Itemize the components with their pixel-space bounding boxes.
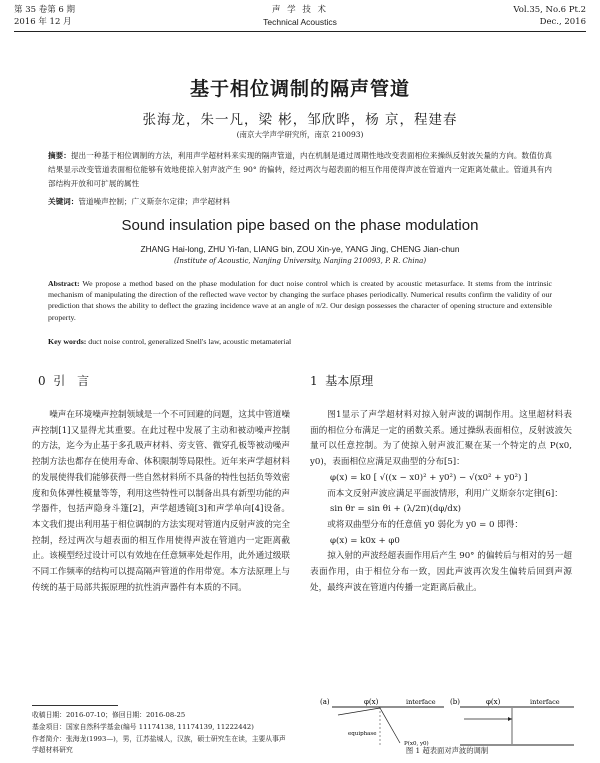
keywords-cn-label: 关键词：: [48, 197, 79, 206]
running-header: [14, 4, 586, 30]
date-cn: 2016 年 12 月: [14, 17, 72, 27]
section-0-number: 0: [38, 374, 46, 388]
authors-cn: 张海龙，朱一凡，梁 彬，邹欣晔，杨 京，程建春: [142, 112, 458, 128]
figure-phi-a: φ(x): [364, 698, 379, 706]
abstract-cn-text: 提出一种基于相位调制的方法，利用声学超材料来实现的隔声管道，内在机制是通过周期性地改变表面相位来操纵反射波矢量的方向。数值仿真结果显示改变管道表面相位能够有效地使掠入射声波产生 90° 的偏转，经过两次与超表面的相互作用使得声波在管道内一定距离处截止。管道具有内部结构开放和可扩展的属性: [48, 151, 553, 188]
authors-en: ZHANG Hai-long, ZHU Yi-fan, LIANG bin, ZOU Xin-ye, YANG Jing, CHENG Jian-chun: [140, 244, 460, 254]
footnote-author: 作者简介：张海龙(1993—)，男，江苏盐城人，汉族，硕士研究生在读，主要从事声学超材料研究: [32, 734, 286, 755]
keywords-cn-text: 管道噪声控制；广义斯奈尔定律；声学超材料: [78, 197, 231, 206]
equation-3: φ(x) = k0x + φ0: [330, 535, 400, 546]
affiliation-en: (Institute of Acoustic, Nanjing University, Nanjing 210093, P. R. China): [173, 257, 427, 265]
figure-caption: 图 1 超表面对声波的调制: [405, 746, 489, 755]
principle-p1: 图1显示了声学超材料对掠入射声波的调制作用。这里超材料表面的相位分布满足一定的函数关系。通过操纵表面相位，反射波波矢量可以任意控制。为了使掠入射声波汇聚在某一个特定的点 P(x0, y0)，表面相位应满足双曲型的分布[5]：: [310, 410, 572, 468]
reflected-ray-a: [380, 708, 400, 743]
section-1-heading: [310, 372, 373, 389]
incident-ray-a: [338, 708, 380, 715]
affiliation-cn: (南京大学声学研究所，南京 210093): [236, 130, 364, 139]
principle-p4: 掠入射的声波经超表面作用后产生 90° 的偏转后与相对的另一超表面作用，由于相位分布一致，因此声波再次发生偏转后回到声源处，最终声波在管道内传播一定距离后截止。: [310, 551, 572, 593]
principle-p3: 或将双曲型分布的任意值 y0 弱化为 y0 = 0 即得：: [327, 519, 523, 530]
header-center: [14, 4, 586, 28]
section-0-heading: [38, 372, 93, 389]
section-1-number: 1: [310, 374, 318, 388]
abstract-en: [48, 278, 552, 323]
journal-cn: 声 学 技 术: [271, 5, 329, 15]
figure-interface-b: interface: [530, 698, 560, 706]
footnotes: [32, 710, 292, 757]
figure-label-a: (a): [320, 698, 330, 706]
equation-1: φ(x) = k0 [ √((x − x0)² + y0²) − √(x0² + y0²) ]: [330, 472, 528, 483]
keywords-en-label: Key words:: [48, 337, 87, 346]
paper-title-en: Sound insulation pipe based on the phase modulation: [121, 217, 479, 234]
keywords-en: [48, 337, 552, 346]
abstract-en-label: Abstract:: [48, 279, 80, 288]
journal-en: Technical Acoustics: [263, 17, 337, 27]
figure-phi-b: φ(x): [486, 698, 501, 706]
header-right: [513, 4, 586, 28]
figure-equiphase: equiphase: [348, 731, 377, 737]
keywords-cn: [48, 196, 552, 207]
header-rule: [14, 31, 586, 32]
left-column: [32, 408, 290, 596]
figure-label-b: (b): [450, 698, 460, 706]
keywords-en-text: duct noise control, generalized Snell's law, acoustic metamaterial: [88, 337, 292, 346]
figure-point: P(x0, y0): [404, 741, 429, 747]
footnote-received: 收稿日期：2016-07-10；修回日期：2016-08-25: [32, 711, 186, 719]
paper-title-cn: 基于相位调制的隔声管道: [189, 78, 410, 100]
section-0-title: 引 言: [53, 374, 94, 388]
footnote-rule: [32, 705, 118, 706]
abstract-cn: [48, 149, 552, 191]
footnote-fund: 基金项目：国家自然科学基金(编号 11174138, 11174139, 11222442): [32, 722, 254, 731]
section-1-title: 基本原理: [325, 374, 374, 388]
arrowhead-b: [508, 717, 512, 721]
figure-1: [318, 695, 576, 749]
abstract-en-text: We propose a method based on the phase modulation for duct noise control which is created by acoustic metasurface. It stems from the intrinsic mechanism of manipulating the direction of the reflected wave vector by changing the surface phases periodically. Numerical results confirm the validity of our prediction that shows the ability to deflect the grazing incidence wave at an angle of π/2. Our design possesses the character of opening structure and extensible property.: [48, 279, 552, 322]
volume-en: Vol.35, No.6 Pt.2: [513, 5, 586, 15]
date-en: Dec., 2016: [539, 17, 586, 27]
abstract-cn-label: 摘要：: [48, 151, 71, 160]
right-column: [310, 408, 572, 596]
principle-p2: 而本文反射声波应满足平面波情形，利用广义斯奈尔定律[6]：: [327, 488, 563, 499]
equation-2: sin θr = sin θi + (λ/2π)(dφ/dx): [330, 504, 462, 515]
figure-interface-a: interface: [406, 698, 436, 706]
intro-paragraph: 噪声在环境噪声控制领域是一个不可回避的问题，这其中管道噪声控制[1]又显得尤其重要。在此过程中发展了主动和被动噪声控制的方法，迄今为止基于多孔吸声材料、旁支管、微穿孔板等被动噪声控制方法也都存在使用寿命、体积限制等局限性。近年来声学超材料的发展使得我们能够获得一些自然材料所不具备的特性包括负等效密度和负体弹性模量等等，利用这些特性可以制备出具有新型功能的声学器件，包括声隐身斗篷[2]，声学超透镜[3]和声学单向[4]设备。本文我们提出利用基于相位调制的方法实现对管道内反射声波的完全控制，经过两次与超表面的相互作用使得声波在管道内一定距离截止。该模型经过设计可以有效地在任意频率处起作用，此外通过级联不同工作频率的结构可以提高隔声管道的作用带宽。本方法原理上与传统的基于局部共振原理的抗性消声器件有本质的不同。: [32, 410, 290, 593]
volume-cn: 第 35 卷第 6 期: [14, 5, 76, 15]
